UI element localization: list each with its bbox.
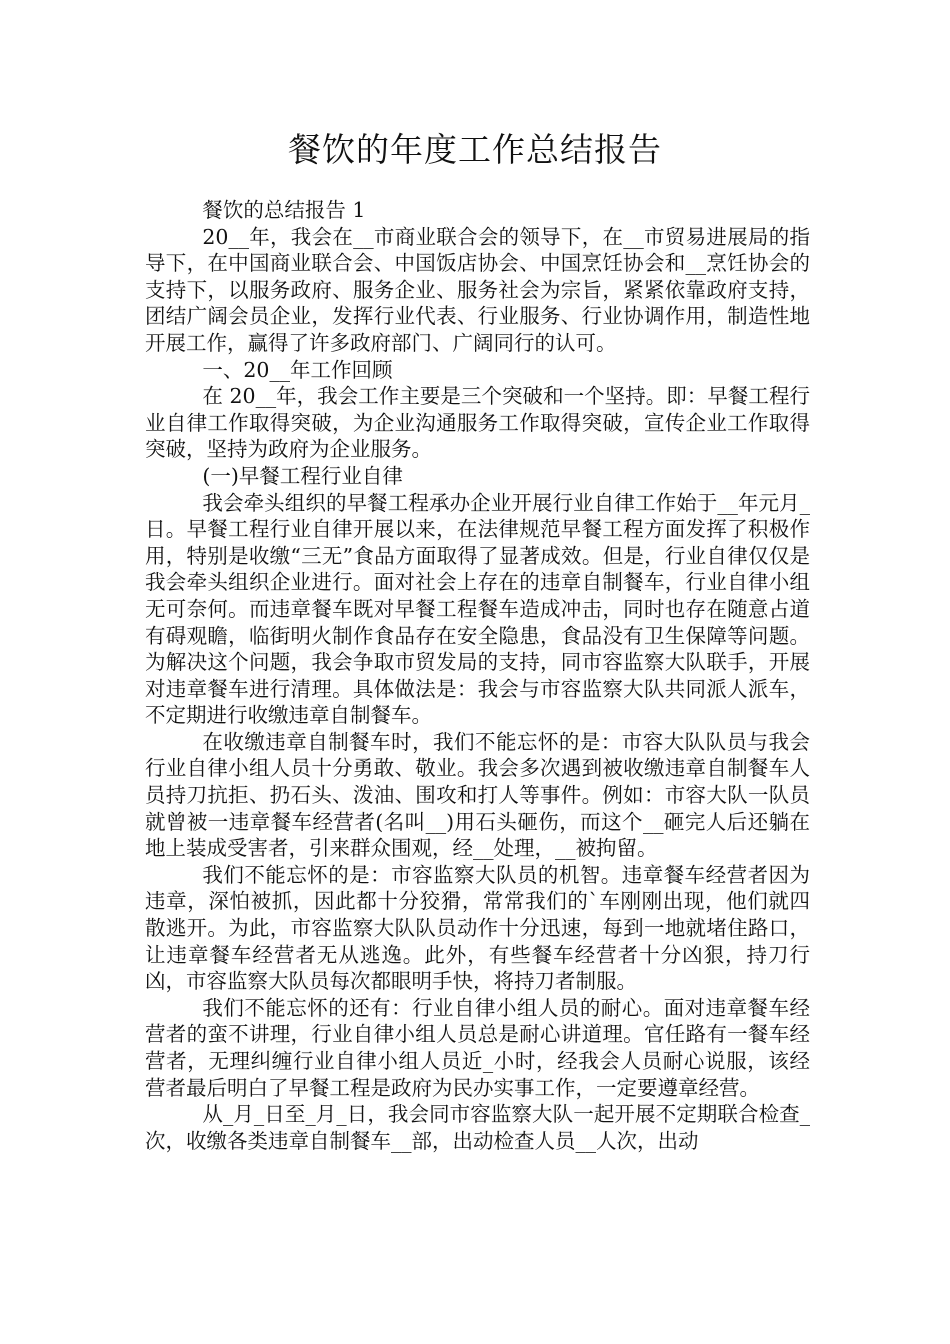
- subsection-heading-breakfast: (一)早餐工程行业自律: [202, 463, 403, 488]
- courage-paragraph: 在收缴违章自制餐车时，我们不能忘怀的是：市容大队队员与我会行业自律小组人员十分勇敢、敬业。我会多次遇到被收缴违章自制餐车人员持刀抗拒、扔石头、泼油、围攻和打人等事件。例如：市容大队一队员就曾被一违章餐车经营者(名叫__)用石头砸伤，而这个__砸完人后还躺在地上装成受害者，引来群众围观，经__处理，__被拘留。: [145, 729, 810, 861]
- section-heading-review: 一、20__年工作回顾: [202, 357, 393, 382]
- document-body: [145, 197, 810, 1154]
- report-subtitle: 餐饮的总结报告 1: [202, 198, 366, 222]
- intro-paragraph: 20__年，我会在__市商业联合会的领导下，在__市贸易进展局的指导下，在中国商业联合会、中国饭店协会、中国烹饪协会和__烹饪协会的支持下，以服务政府、服务企业、服务社会为宗旨，紧紧依靠政府支持，团结广阔会员企业，发挥行业代表、行业服务、行业协调作用，制造性地开展工作，赢得了许多政府部门、广阔同行的认可。: [145, 224, 810, 355]
- inspection-results-paragraph: 从_月_日至_月_日，我会同市容监察大队一起开展不定期联合检查_次，收缴各类违章自制餐车__部，出动检查人员__人次，出动: [145, 1102, 810, 1153]
- patience-paragraph: 我们不能忘怀的还有：行业自律小组人员的耐心。面对违章餐车经营者的蛮不讲理，行业自律小组人员总是耐心讲道理。官任路有一餐车经营者，无理纠缠行业自律小组人员近_小时，经我会人员耐心说服，该经营者最后明白了早餐工程是政府为民办实事工作，一定要遵章经营。: [145, 995, 810, 1100]
- document-title: 餐饮的年度工作总结报告: [288, 130, 662, 169]
- review-summary-paragraph: 在 20__年，我会工作主要是三个突破和一个坚持。即：早餐工程行业自律工作取得突破，为企业沟通服务工作取得突破，宣传企业工作取得突破，坚持为政府为企业服务。: [145, 384, 810, 462]
- breakfast-self-discipline-paragraph: 我会牵头组织的早餐工程承办企业开展行业自律工作始于__年元月_日。早餐工程行业自律开展以来，在法律规范早餐工程方面发挥了积极作用，特别是收缴“三无”食品方面取得了显著成效。但是，行业自律仅仅是我会牵头组织企业进行。面对社会上存在的违章自制餐车，行业自律小组无可奈何。而违章餐车既对早餐工程餐车造成冲击，同时也存在随意占道有碍观瞻，临街明火制作食品存在安全隐患，食品没有卫生保障等问题。为解决这个问题，我会争取市贸发局的支持，同市容监察大队联手，开展对违章餐车进行清理。具体做法是：我会与市容监察大队共同派人派车，不定期进行收缴违章自制餐车。: [145, 490, 810, 728]
- wit-paragraph: 我们不能忘怀的是：市容监察大队员的机智。违章餐车经营者因为违章，深怕被抓，因此都十分狡猾，常常我们的`车刚刚出现，他们就四散逃开。为此，市容监察大队队员动作十分迅速，每到一地就堵住路口，让违章餐车经营者无从逃逸。此外，有些餐车经营者十分凶狠，持刀行凶，市容监察大队员每次都眼明手快，将持刀者制服。: [145, 862, 810, 994]
